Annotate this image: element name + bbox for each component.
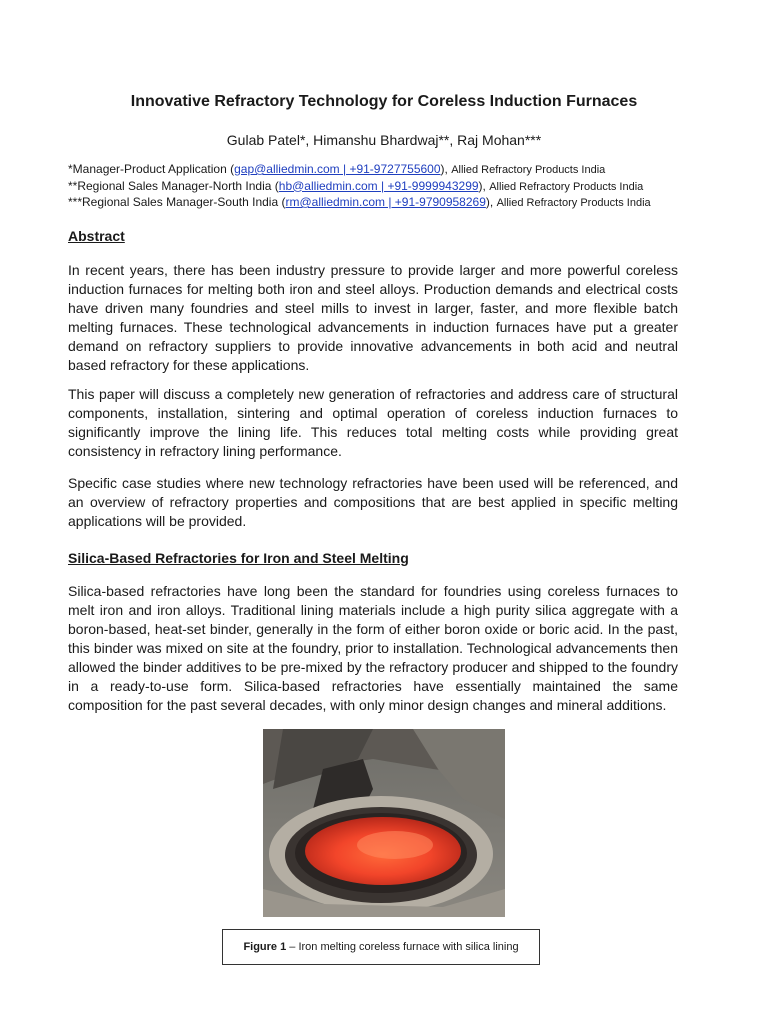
affiliation-1 — [68, 162, 708, 179]
figure-caption-text: – Iron melting coreless furnace with silica lining — [286, 941, 519, 953]
affiliation-suffix: ), — [485, 195, 497, 209]
contact-link[interactable]: hb@alliedmin.com | +91-9999943299 — [278, 178, 479, 193]
abstract-paragraph-1: In recent years, there has been industry pressure to provide larger and more powerful coreless induction furnaces for melting both iron and steel alloys. Production demands and electrical costs have driven many foundries and steel mills to invest in larger, faster, and more flexible batch melting furnaces. These technological advancements in induction furnaces have put a greater demand on refractory suppliers to provide innovative advancements in both acid and neutral based refractory for these applications. — [68, 262, 678, 373]
furnace-photo — [263, 729, 505, 917]
affiliation-org: Allied Refractory Products India — [451, 164, 606, 176]
abstract-paragraph-2: This paper will discuss a completely new generation of refractories and address care of structural components, installation, sintering and optimal operation of coreless induction furnaces to significantly improve the lining life. This reduces total melting costs while providing great consistency in refractory lining performance. — [68, 386, 678, 459]
section-heading: Silica-Based Refractories for Iron and Steel Melting — [68, 550, 409, 566]
figure-caption — [222, 929, 540, 965]
affiliation-role: **Regional Sales Manager-North India ( — [68, 178, 279, 193]
affiliations — [68, 162, 708, 212]
affiliation-3 — [68, 195, 708, 212]
abstract-heading: Abstract — [68, 228, 125, 244]
affiliation-org: Allied Refractory Products India — [489, 180, 644, 193]
section-paragraph: Silica-based refractories have long been the standard for foundries using coreless furnaces to melt iron and iron alloys. Traditional lining materials include a high purity silica aggregate with a boron-based, heat-set binder, generally in the form of either boron oxide or boric acid. In the past, this binder was mixed on site at the foundry, prior to installation. Technological advancements then allowed the binder additives to be pre-mixed by the refractory producer and shipped to the foundry in a ready-to-use form. Silica-based refractories have essentially maintained the same composition for the past several decades, with only minor design changes and mineral additions. — [68, 583, 678, 713]
contact-link[interactable]: rm@alliedmin.com | +91-9790958269 — [285, 195, 486, 209]
affiliation-org: Allied Refractory Products India — [496, 197, 651, 209]
paper-title: Innovative Refractory Technology for Coreless Induction Furnaces — [130, 93, 638, 110]
affiliation-suffix: ), — [478, 178, 490, 193]
affiliation-suffix: ), — [440, 162, 452, 176]
abstract-paragraph-3: Specific case studies where new technology refractories have been used will be referenced, and an overview of refractory properties and compositions that are best applied in specific melting applications will be provided. — [68, 475, 678, 529]
affiliation-2 — [68, 179, 708, 196]
affiliation-role: ***Regional Sales Manager-South India ( — [68, 195, 286, 209]
affiliation-role: *Manager-Product Application ( — [68, 162, 235, 176]
figure-label: Figure 1 — [243, 941, 287, 953]
contact-link[interactable]: gap@alliedmin.com | +91-9727755600 — [234, 162, 441, 176]
author-list: Gulab Patel*, Himanshu Bhardwaj**, Raj Mohan*** — [226, 132, 542, 148]
